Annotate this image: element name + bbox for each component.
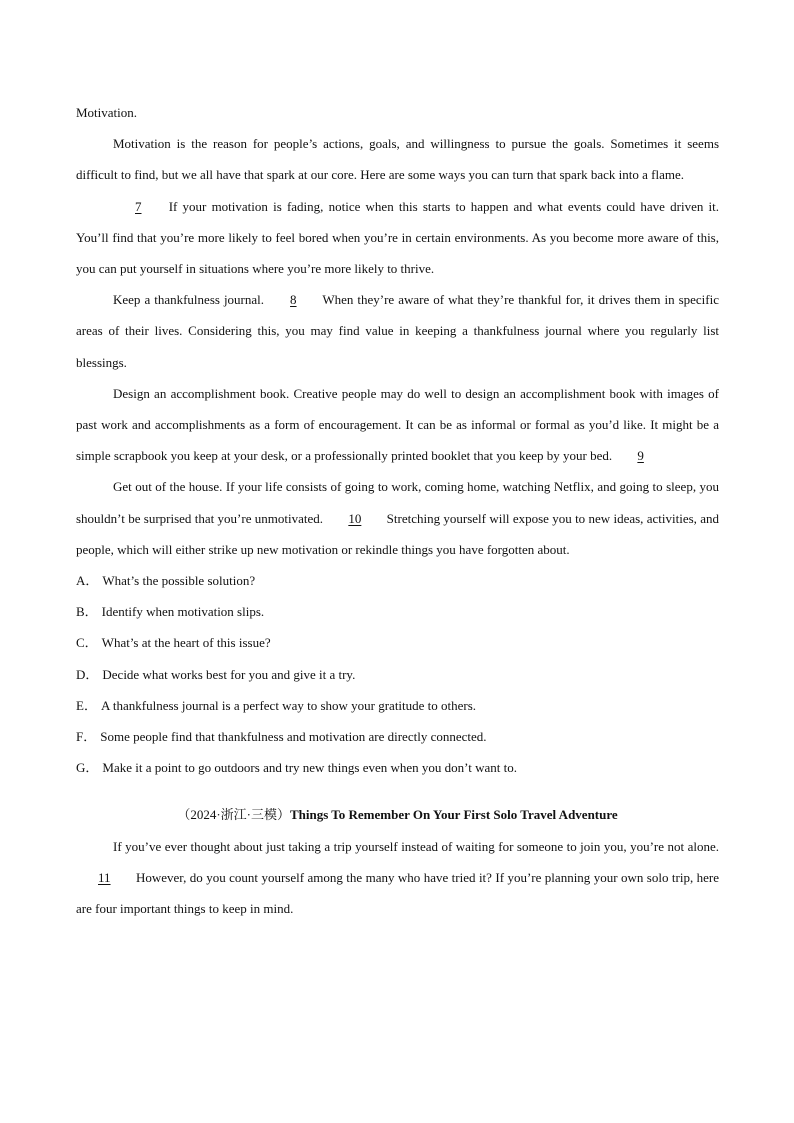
answer-blank-10[interactable]: 10 [348,510,362,526]
option-text: A thankfulness journal is a perfect way to show your gratitude to others. [100,697,477,713]
paragraph-9-text: Design an accomplishment book. Creative people may do well to design an accomplishment book with images of past work and accomplishments as a form of encouragement. It can be as informal or formal as you’d like. It might be a simple scrapbook you keep at your desk, or a professionally printed booklet that you keep by your bed. [76,385,719,464]
answer-blank-11[interactable]: 11 [98,869,111,885]
option-a [76,565,719,596]
paragraph-blank-7 [76,191,719,285]
section-2-lead: If you’ve ever thought about just taking a trip yourself instead of waiting for someone to join you, you’re not alone. [113,838,719,854]
section-2-source: （2024·浙江·三模） [177,807,290,823]
paragraph-7-text: If your motivation is fading, notice when this starts to happen and what events could have driven it. You’ll find that you’re more likely to feel bored when you’re in certain environments. As you become more aware of this, you can put yourself in situations where you’re more likely to thrive. [76,198,720,277]
continued-line: Motivation. [76,105,138,120]
option-g [76,752,719,783]
option-text: Some people find that thankfulness and motivation are directly connected. [100,729,487,745]
paragraph-8-text: When they’re aware of what they’re thankful for, it drives them in specific areas of their lives. Considering this, you may find value in keeping a thankfulness journal where you regularly list blessings. [76,292,720,370]
paragraph-blank-8 [76,284,719,378]
options-list [76,565,719,783]
option-text: Decide what works best for you and give it a try. [102,666,356,682]
option-letter: C． [76,635,98,651]
paragraph-blank-9 [76,378,719,472]
option-e [76,690,719,721]
section-2-paragraph [76,831,719,925]
option-letter: E． [76,697,97,713]
option-letter: D． [76,666,99,682]
paragraph-8-lead: Keep a thankfulness journal. [113,292,265,308]
option-letter: B． [76,604,98,620]
section-2-heading [76,799,719,830]
option-text: What’s the possible solution? [102,573,256,589]
option-letter: G． [76,760,99,776]
section-2-title: Things To Remember On Your First Solo Travel Adventure [289,807,618,823]
option-text: What’s at the heart of this issue? [101,635,271,651]
option-letter: A． [76,573,99,589]
answer-blank-8[interactable]: 8 [290,292,297,308]
answer-blank-7[interactable]: 7 [135,198,142,214]
option-b [76,596,719,627]
option-f [76,721,719,752]
option-text: Make it a point to go outdoors and try new things even when you don’t want to. [102,760,518,776]
option-text: Identify when motivation slips. [101,604,265,620]
option-d [76,659,719,690]
paragraph-10-lead: Get out of the house. If your life consists of going to work, coming home, watching Netflix, and going to sleep, you shouldn’t be surprised that you’re unmotivated. [76,479,719,526]
option-letter: F． [76,729,97,745]
answer-blank-9[interactable]: 9 [637,448,644,464]
option-c [76,627,719,658]
intro-paragraph: Motivation is the reason for people’s actions, goals, and willingness to pursue the goals. Sometimes it seems difficult to find, but we all have that spark at our core. Here are some ways you can turn that spark back into a flame. [76,136,719,183]
section-2-text: However, do you count yourself among the many who have tried it? If you’re planning your own solo trip, here are four important things to keep in mind. [76,869,720,917]
document-content [76,97,719,924]
paragraph-blank-10 [76,471,719,565]
paragraph-10-text: Stretching yourself will expose you to new ideas, activities, and people, which will either strike up new motivation or rekindle things you have forgotten about. [76,510,719,557]
